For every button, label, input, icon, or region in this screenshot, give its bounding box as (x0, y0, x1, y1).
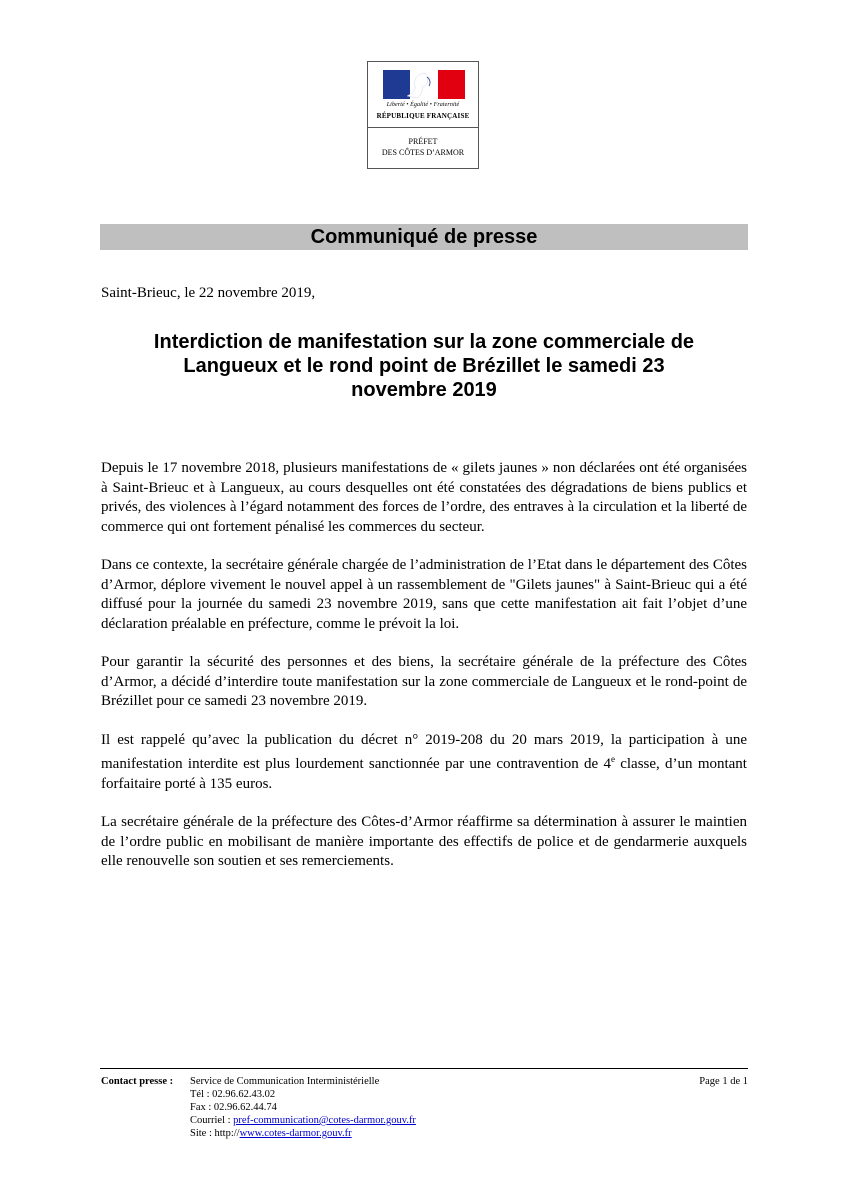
marianne-block (368, 62, 478, 128)
paragraph-4-part-1: Il est rappelé qu’avec la publication du décret n° 2019-208 du 20 mars 2019, la participation à une manifestation interdite est plus lourdement sanctionnée par une contravention de 4 (101, 731, 747, 772)
contact-email-line (190, 1114, 416, 1127)
paragraph-3: Pour garantir la sécurité des personnes et des biens, la secrétaire générale de la préfecture des Côtes d’Armor, a décidé d’interdire toute manifestation sur la zone commerciale de Langueux et le rond-point de Brézillet pour ce samedi 23 novembre 2019. (101, 654, 747, 709)
prefecture-logo (367, 61, 479, 169)
headline-line-1: Interdiction de manifestation sur la zone commerciale de (153, 331, 695, 353)
contact-service: Service de Communication Interministérielle (190, 1076, 380, 1087)
headline-line-2: Langueux et le rond point de Brézillet le samedi 23 (183, 355, 665, 377)
headline-line-3: novembre 2019 (351, 379, 497, 401)
paragraph-5: La secrétaire générale de la préfecture des Côtes-d’Armor réaffirme sa détermination à assurer le maintien de l’ordre public en mobilisant de manière importante des effectifs de police et de gendarmerie auxquels elle renouvelle son soutien et ses remerciements. (101, 814, 747, 869)
headline (100, 330, 748, 402)
email-label: Courriel : (190, 1115, 234, 1126)
paragraph-1: Depuis le 17 novembre 2018, plusieurs manifestations de « gilets jaunes » non déclarées ont été organisées à Saint-Brieuc et à Langueux, au cours desquelles ont été constatées des dégradations de biens publics et privés, des violences à l’égard notamment des forces de l’ordre, des entraves à la circulation et la liberté de commerce qui ont fortement pénalisé les commerces du secteur. (101, 460, 747, 535)
contact-info (190, 1075, 416, 1140)
body-text (101, 459, 747, 891)
paragraph-4-superscript: e (610, 754, 615, 764)
paragraph-2: Dans ce contexte, la secrétaire générale chargée de l’administration de l’Etat dans le département des Côtes d’Armor, déplore vivement le nouvel appel à un rassemblement de "Gilets jaunes" à Saint-Brieuc qui a été diffusé pour la journée du samedi 23 novembre 2019, sans que cette manifestation ait fait l’objet d’une déclaration préalable en préfecture, comme le prévoit la loi. (101, 557, 747, 632)
tricolor-flag-icon (383, 70, 465, 99)
contact-tel: Tél : 02.96.62.43.02 (190, 1089, 276, 1100)
email-link[interactable]: pref-communication@cotes-darmor.gouv.fr (233, 1115, 416, 1126)
prefet-line-1: PRÉFET (408, 137, 438, 146)
dateline: Saint-Brieuc, le 22 novembre 2019, (101, 285, 316, 301)
press-release-title: Communiqué de presse (100, 224, 748, 250)
prefet-line-2: DES CÔTES D’ARMOR (381, 148, 465, 157)
paragraph-4-part-2: classe, d’un montant forfaitaire porté à 135 euros. (101, 756, 747, 792)
site-label: Site : http:// (190, 1128, 240, 1139)
paragraph-4 (101, 731, 747, 795)
footer-divider (100, 1068, 748, 1069)
page-number: Page 1 de 1 (699, 1076, 748, 1087)
site-link[interactable]: www.cotes-darmor.gouv.fr (239, 1128, 352, 1139)
prefet-text (368, 128, 478, 158)
motto-text: Liberté • Égalité • Fraternité (386, 102, 460, 108)
republique-francaise-text: RÉPUBLIQUE FRANÇAISE (376, 112, 470, 120)
contact-fax: Fax : 02.96.62.44.74 (190, 1102, 277, 1113)
contact-site-line (190, 1127, 416, 1140)
contact-label: Contact presse : (101, 1076, 174, 1087)
